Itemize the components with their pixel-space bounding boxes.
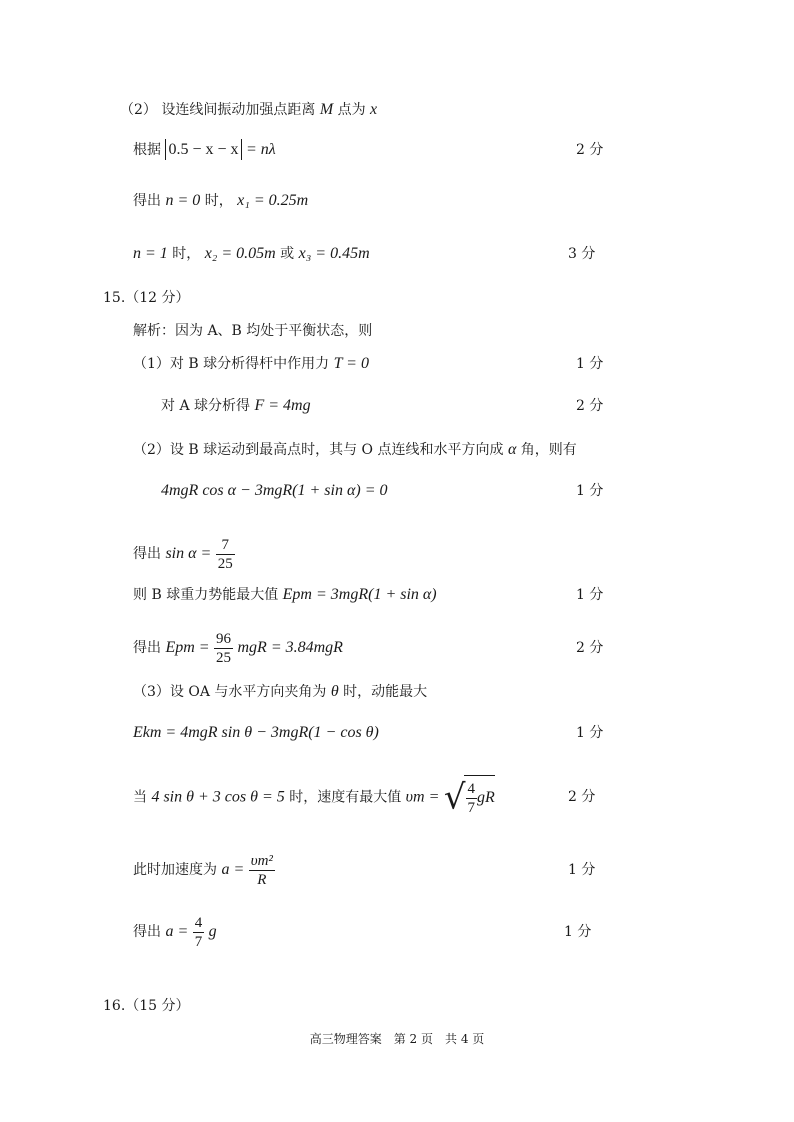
score: 1 分 [568,862,596,878]
q15-part3 [133,682,427,702]
sin-fraction [216,536,235,573]
sqrt-expression [444,775,495,820]
q15-ep [133,585,437,605]
genju-abs-expr: 0.5 − x − x [165,139,241,160]
q15-v-lhs: υm = [405,788,440,806]
q15-ep2 [133,628,343,668]
q15-a2-lhs: a = [165,923,189,940]
fraction-numerator: 4 [467,780,475,797]
score: 2 分 [576,640,604,656]
page-footer: 高三物理答案 第 2 页 共 4 页 [309,1032,485,1046]
n1-or: 或 [280,246,295,262]
q15-part1b-text: 对 A 球分析得 [161,398,251,414]
q15-sin [133,534,235,574]
fraction-denominator: 25 [216,649,232,666]
radical-icon: √ [443,777,466,818]
q15-v-mid: 时，速度有最大值 [289,789,402,806]
q15-title: 15.（12 分） [103,290,190,306]
n1-expr: n = 1 [133,245,168,262]
q15-analysis: 解析：因为 A、B 均处于平衡状态，则 [133,323,373,339]
q15-sin-label: 得出 [133,546,161,562]
q15-ek [133,723,379,743]
q15-sin-lhs: sin α = [165,545,212,562]
q15-a-lhs: a = [221,861,245,878]
n1-result-2: x₃ = 0.45m [298,245,370,262]
fraction-numerator: 7 [221,536,230,553]
q15-eq1 [161,481,388,501]
score: 1 分 [576,725,604,741]
score: 1 分 [576,587,604,603]
theta-symbol: θ [330,683,339,700]
fraction-denominator: 25 [217,555,233,572]
n0-line [133,191,308,211]
q15-v-label: 当 [133,789,147,806]
q15-a [133,850,275,890]
n0-expr: n = 0 [165,192,201,209]
score: 3 分 [568,246,596,262]
q15-a-label: 此时加速度为 [133,862,217,878]
q15-part1b [161,396,311,416]
q15-part3-text: （3）设 OA 与水平方向夹角为 [133,684,327,700]
v-fraction [466,780,478,817]
q15-part3-tail: 时，动能最大 [343,684,428,700]
q15-v-tail: gR [477,789,495,806]
q15-ep2-tail: mgR = 3.84mgR [237,639,343,656]
score: 2 分 [576,398,604,414]
ep-fraction [214,630,233,667]
fraction-denominator: R [249,870,275,889]
q15-a2-label: 得出 [133,924,161,940]
score: 2 分 [568,789,596,805]
q15-part1 [133,354,369,374]
score: 2 分 [576,142,604,158]
q15-part1-expr: T = 0 [333,355,369,372]
q15-ep2-label: 得出 [133,640,161,656]
fraction-numerator: υm² [250,852,273,869]
q15-a2-tail: g [208,923,217,940]
fraction-denominator: 7 [467,799,475,816]
score: 1 分 [576,483,604,499]
q15-part1-text: （1）对 B 球分析得杆中作用力 [133,356,330,372]
var-m: M [319,101,334,118]
q15-v [133,775,495,820]
q15-part2 [133,440,577,460]
q15-ep-expr: Epm = 3mgR(1 + sin α) [282,586,437,603]
n1-result-1: x₂ = 0.05m [204,245,276,262]
n1-line [133,244,370,264]
q15-ep2-lhs: Epm = [165,639,210,656]
q15-v-cond: 4 sin θ + 3 cos θ = 5 [151,788,285,806]
n0-label: 得出 [133,193,161,209]
alpha-symbol: α [507,441,517,458]
q15-part1b-expr: F = 4mg [254,397,311,414]
part2-header-text: （2） 设连线间振动加强点距离 [120,102,316,118]
var-x: x [370,101,378,118]
genju-rhs: = nλ [245,141,276,158]
part2-header-tail: 点为 [337,102,366,118]
q15-ep-label: 则 B 球重力势能最大值 [133,587,279,603]
n0-mid: 时， [204,193,233,209]
fraction-numerator: 96 [216,630,232,647]
genju-line [133,140,276,160]
q16-title: 16.（15 分） [103,998,190,1014]
score: 1 分 [576,356,604,372]
q15-part2-text: （2）设 B 球运动到最高点时，其与 O 点连线和水平方向成 [133,442,504,458]
a-fraction [249,852,275,889]
score: 1 分 [564,924,592,940]
q15-eq1-expr: 4mgR cos α − 3mgR(1 + sin α) = 0 [161,482,388,499]
q15-part2-tail: 角，则有 [520,442,577,458]
n0-result: x₁ = 0.25m [237,192,309,209]
fraction-denominator: 7 [194,933,203,950]
genju-label: 根据 [133,142,161,158]
n1-mid: 时， [172,246,201,262]
q15-a2 [133,912,217,952]
a2-fraction [193,914,205,951]
fraction-numerator: 4 [194,914,203,931]
sqrt-radicand [464,775,495,820]
q15-ek-expr: Ekm = 4mgR sin θ − 3mgR(1 − cos θ) [133,724,379,741]
part2-header [120,100,377,120]
